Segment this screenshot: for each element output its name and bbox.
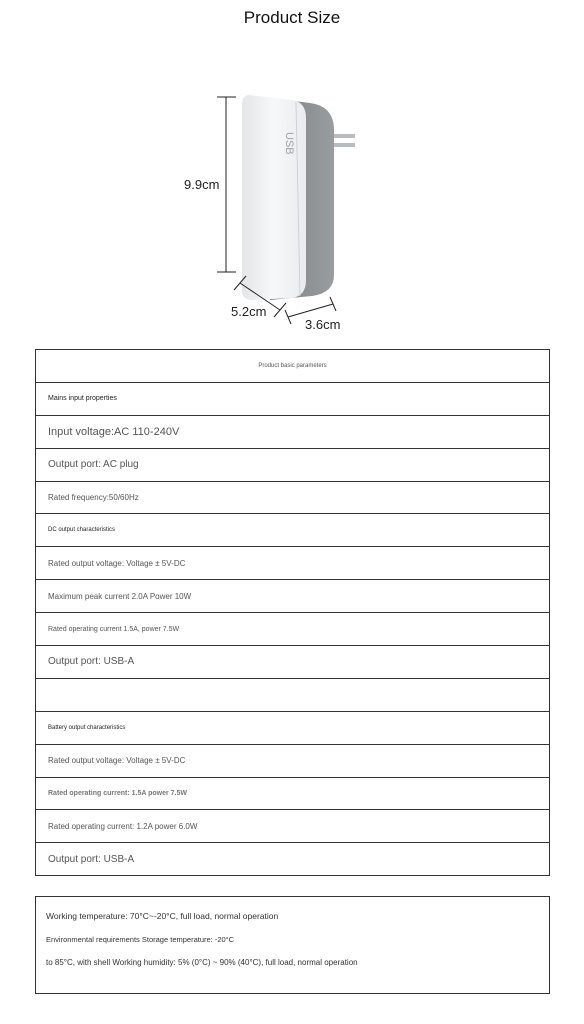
table-row: Rated operating current: 1.2A power 6.0W (36, 810, 550, 843)
storage-temperature-text: Environmental requirements Storage temperature: -20°C (46, 935, 235, 944)
table-row: Output port: USB-A (36, 646, 550, 679)
plug-prong-lower (333, 143, 355, 147)
plug-prong-upper (333, 134, 355, 138)
table-row: Rated output voltage: Voltage ± 5V-DC (36, 547, 550, 580)
height-dimension-label: 9.9cm (184, 177, 220, 192)
section-heading-dc: DC output characteristics (36, 514, 550, 547)
table-row: Output port: USB-A (36, 843, 550, 876)
table-row: Rated frequency:50/60Hz (36, 481, 550, 514)
table-row: Rated operating current: 1.5A power 7.5W (36, 777, 550, 810)
table-row: Rated operating current 1.5A, power 7.5W (36, 613, 550, 646)
width-dimension-label: 5.2cm (231, 304, 267, 319)
table-row-empty (36, 678, 550, 711)
working-temperature-text: Working temperature: 70°C~-20°C, full load, normal operation (46, 911, 279, 921)
section-heading-mains: Mains input properties (36, 382, 550, 415)
table-row: Input voltage:AC 110-240V (36, 415, 550, 448)
humidity-text: to 85°C, with shell Working humidity: 5% (0°C) ~ 90% (40°C), full load, normal operation (46, 958, 358, 967)
product-illustration (0, 0, 584, 345)
table-row: Maximum peak current 2.0A Power 10W (36, 580, 550, 613)
section-heading-battery: Battery output characteristics (36, 711, 550, 744)
parameters-table (35, 349, 550, 876)
table-header: Product basic parameters (36, 350, 550, 383)
table-row: Rated output voltage: Voltage ± 5V-DC (36, 744, 550, 777)
usb-label: USB (283, 132, 295, 155)
environment-box (35, 896, 550, 994)
table-row: Output port: AC plug (36, 448, 550, 481)
depth-dimension-label: 3.6cm (305, 317, 341, 332)
charger-drawing (0, 0, 584, 345)
page-title: Product Size (243, 8, 341, 27)
